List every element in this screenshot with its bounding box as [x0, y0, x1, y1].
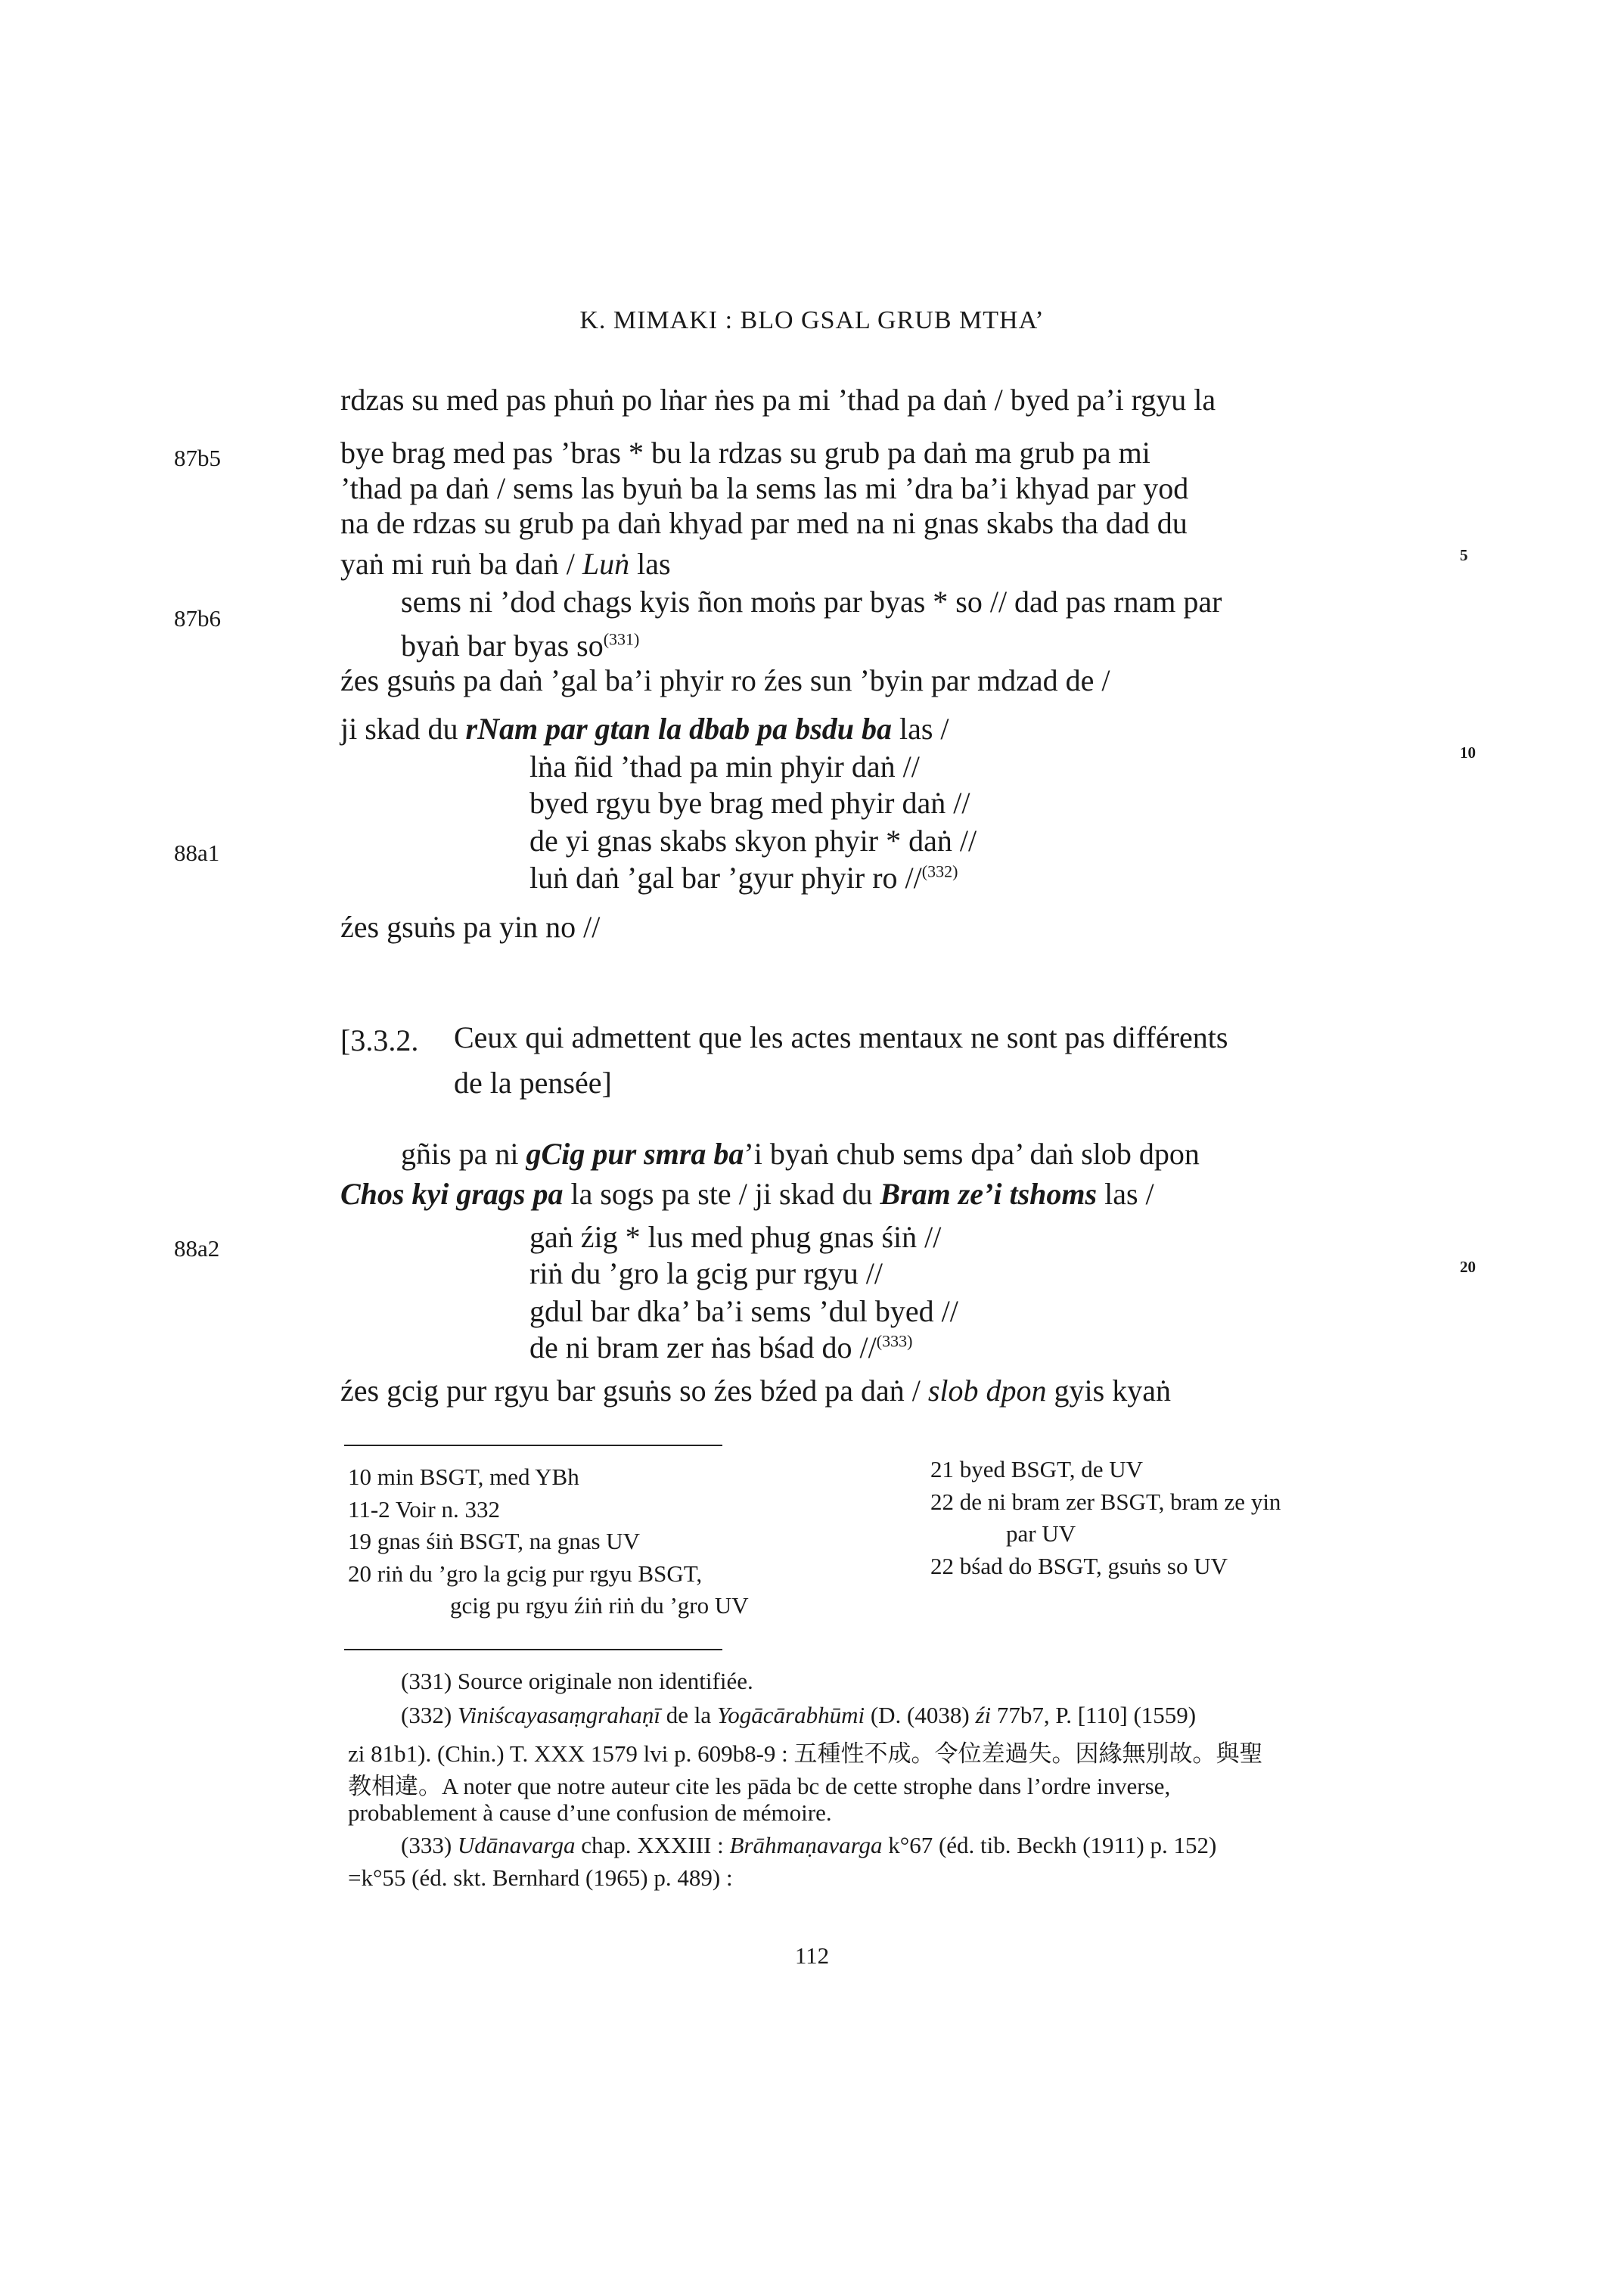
text-line: bye brag med pas ’bras * bu la rdzas su grub pa daṅ ma grub pa mi	[340, 436, 1150, 470]
text-span: k°67 (éd. tib. Beckh (1911) p. 152)	[882, 1832, 1217, 1858]
verse-line: gaṅ źig * lus med phug gnas śiṅ //	[529, 1220, 942, 1254]
apparatus-entry: 10 min BSGT, med YBh	[348, 1464, 579, 1490]
footnote-line: probablement à cause d’une confusion de mémoire.	[348, 1799, 832, 1826]
italic-term: Luṅ	[582, 547, 630, 581]
text-line: źes gsuṅs pa yin no //	[340, 910, 601, 944]
text-line	[340, 1373, 1171, 1408]
footnote-333	[401, 1832, 1216, 1859]
text-line	[340, 1176, 1154, 1212]
work-title: rNam par gtan la dbab pa bsdu ba	[465, 712, 892, 746]
apparatus-rule	[344, 1445, 722, 1446]
text-span: de ni bram zer ṅas bśad do //	[529, 1330, 877, 1364]
apparatus-entry: 19 gnas śiṅ BSGT, na gnas UV	[348, 1528, 641, 1554]
text-line: źes gsuṅs pa daṅ ’gal ba’i phyir ro źes sun ’byin par mdzad de /	[340, 663, 1110, 697]
person-name: Chos kyi grags pa	[340, 1177, 564, 1211]
apparatus-entry: 11-2 Voir n. 332	[348, 1496, 500, 1523]
apparatus-entry: 22 bśad do BSGT, gsuṅs so UV	[930, 1553, 1228, 1579]
footnote-ref: (331)	[603, 629, 640, 649]
text-span: gyis kyaṅ	[1046, 1374, 1171, 1408]
text-span: ’i byaṅ chub sems dpa’ daṅ slob dpon	[744, 1137, 1200, 1171]
verse-line: riṅ du ’gro la gcig pur rgyu //	[529, 1256, 883, 1290]
text-span: gñis pa ni	[401, 1137, 526, 1171]
text-line	[340, 711, 949, 747]
italic-term: Udānavarga	[457, 1832, 576, 1858]
margin-ref-88a2: 88a2	[174, 1235, 220, 1262]
verse-line: gdul bar dka’ ba’i sems ’dul byed //	[529, 1294, 958, 1328]
margin-ref-88a1: 88a1	[174, 840, 220, 866]
text-span: (333)	[401, 1832, 458, 1858]
italic-term: Yogācārabhūmi	[716, 1702, 865, 1728]
text-line: na de rdzas su grub pa daṅ khyad par med na ni gnas skabs tha dad du	[340, 506, 1188, 540]
text-span: de la	[660, 1702, 717, 1728]
text-line	[401, 1136, 1200, 1172]
text-span: ji skad du	[340, 712, 466, 746]
italic-term: Viniścayasaṃgrahaṇī	[457, 1702, 660, 1728]
apparatus-entry: 22 de ni bram zer BSGT, bram ze yin	[930, 1488, 1281, 1515]
text-span: las	[629, 547, 671, 581]
text-span: źes gcig pur rgyu bar gsuṅs so źes bźed pa daṅ /	[340, 1374, 928, 1408]
text-span: byaṅ bar byas so	[401, 629, 604, 663]
verse-line: byed rgyu bye brag med phyir daṅ //	[529, 786, 970, 820]
line-number-5: 5	[1460, 546, 1468, 564]
apparatus-entry: 20 riṅ du ’gro la gcig pur rgyu BSGT,	[348, 1560, 703, 1587]
text-line	[401, 628, 639, 663]
apparatus-entry: 21 byed BSGT, de UV	[930, 1456, 1143, 1482]
footnote-rule	[344, 1649, 722, 1650]
section-title: Ceux qui admettent que les actes mentaux ne sont pas différents	[454, 1020, 1228, 1054]
text-line: sems ni ’dod chags kyis ñon moṅs par byas * so // dad pas rnam par	[401, 585, 1222, 619]
footnote-line: =k°55 (éd. skt. Bernhard (1965) p. 489) :	[348, 1864, 733, 1891]
text-line: ’thad pa daṅ / sems las byuṅ ba la sems las mi ’dra ba’i khyad par yod	[340, 471, 1189, 505]
apparatus-entry: gcig pu rgyu źiṅ riṅ du ’gro UV	[450, 1592, 749, 1619]
text-span: (332)	[401, 1702, 458, 1728]
verse-line: de yi gnas skabs skyon phyir * daṅ //	[529, 824, 977, 858]
italic-term: źi	[975, 1702, 992, 1728]
verse-line	[529, 860, 958, 896]
margin-ref-87b5: 87b5	[174, 445, 221, 471]
text-span: la sogs pa ste / ji skad du	[563, 1177, 880, 1211]
verse-line: lṅa ñid ’thad pa min phyir daṅ //	[529, 750, 920, 784]
line-number-10: 10	[1460, 743, 1476, 762]
text-line: rdzas su med pas phuṅ po lṅar ṅes pa mi ’thad pa daṅ / byed pa’i rgyu la	[340, 383, 1216, 417]
text-span: las /	[891, 712, 949, 746]
apparatus-entry: par UV	[1006, 1520, 1076, 1547]
footnote-ref: (332)	[921, 861, 958, 881]
text-span: luṅ daṅ ’gal bar ’gyur phyir ro //	[529, 861, 922, 895]
text-span: 77b7, P. [110] (1559)	[991, 1702, 1197, 1728]
italic-term: slob dpon	[927, 1374, 1047, 1408]
running-header: K. MIMAKI : BLO GSAL GRUB MTHA’	[579, 306, 1045, 334]
verse-line	[529, 1330, 912, 1365]
footnote-line: 教相違。A noter que notre auteur cite les pāda bc de cette strophe dans l’ordre inverse,	[348, 1773, 1171, 1799]
footnote-332	[401, 1702, 1196, 1729]
text-span: yaṅ mi ruṅ ba daṅ /	[340, 547, 582, 581]
page-number: 112	[794, 1942, 830, 1969]
text-line	[340, 546, 671, 582]
footnote-ref: (333)	[876, 1331, 913, 1351]
text-span: las /	[1097, 1177, 1154, 1211]
footnote-line: zi 81b1). (Chin.) T. XXX 1579 lvi p. 609b8-9 : 五種性不成。令位差過失。因緣無別故。與聖	[348, 1740, 1263, 1767]
margin-ref-87b6: 87b6	[174, 605, 221, 632]
work-title: gCig pur smra ba	[526, 1137, 744, 1171]
text-span: (D. (4038)	[865, 1702, 976, 1728]
section-number: [3.3.2.	[340, 1023, 419, 1057]
section-title: de la pensée]	[454, 1066, 612, 1100]
italic-term: Brāhmaṇavarga	[729, 1832, 883, 1858]
text-span: chap. XXXIII :	[575, 1832, 730, 1858]
work-title: Bram ze’i tshoms	[880, 1177, 1098, 1211]
line-number-20: 20	[1460, 1258, 1476, 1276]
footnote-331: (331) Source originale non identifiée.	[401, 1668, 753, 1694]
